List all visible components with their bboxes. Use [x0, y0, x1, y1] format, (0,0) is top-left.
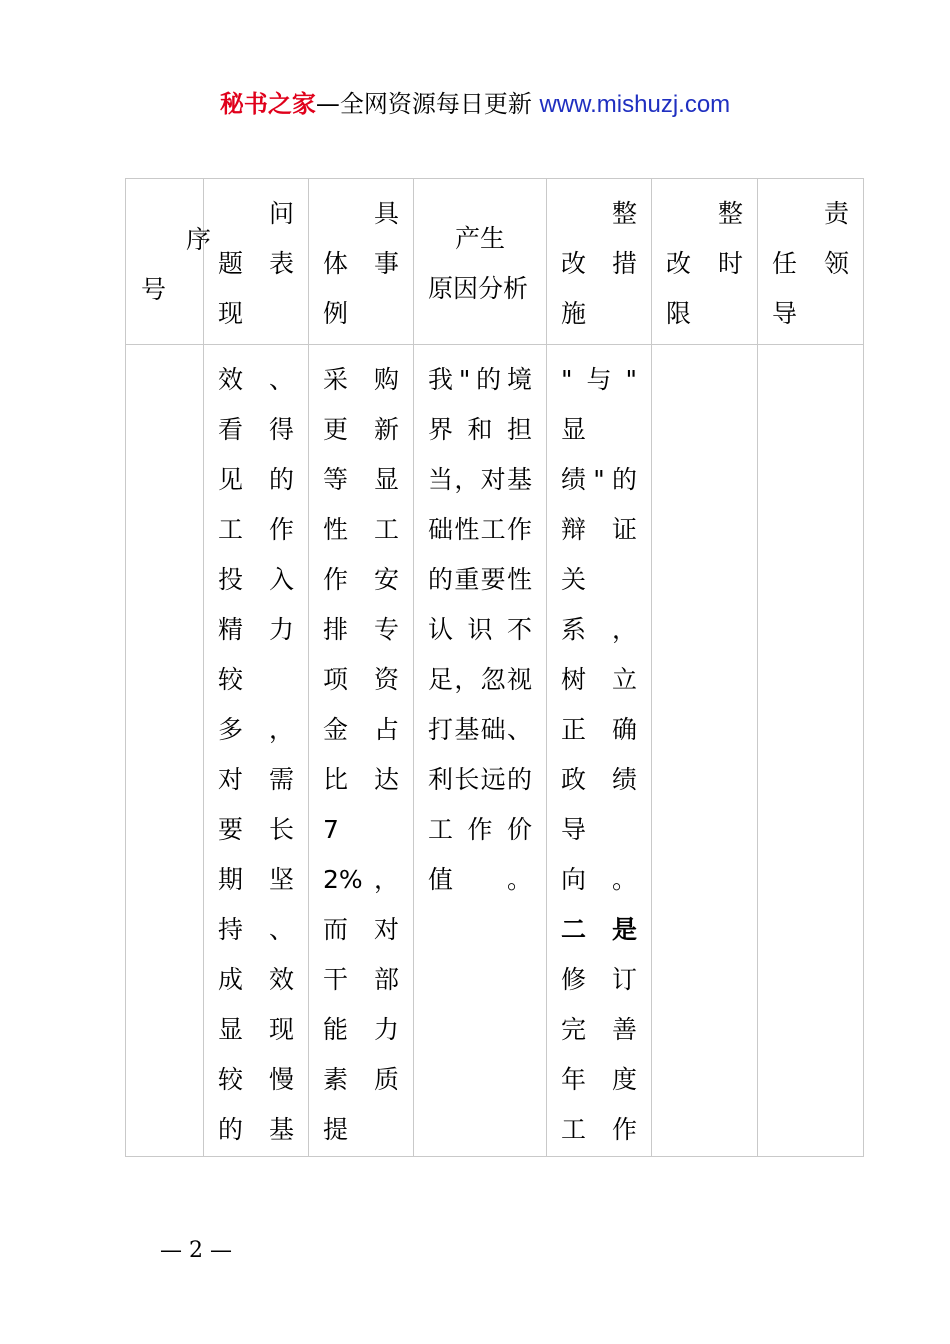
cell-text-line: 树立 — [561, 665, 637, 694]
table-row — [126, 345, 864, 1157]
header-seq-line: 序 — [186, 225, 212, 254]
cell-text-line: 排专 — [323, 615, 399, 644]
cell-text-line: 要长 — [218, 815, 294, 844]
cell-text-line: 改时 — [666, 249, 743, 278]
cell-text-line: 我"的境 — [428, 365, 532, 394]
cell-problem — [204, 345, 309, 1157]
cell-text-line: 整 — [717, 199, 743, 228]
cell-text-line: 显 — [561, 415, 587, 444]
header-measures — [547, 179, 652, 345]
header-seq — [126, 179, 212, 345]
cell-text-line: 项资 — [323, 665, 399, 694]
cell-text-line: 投入 — [218, 565, 294, 594]
cell-text-line: 能力 — [323, 1015, 399, 1044]
cell-text-line: 体事 — [323, 249, 399, 278]
table-header-row — [126, 179, 864, 345]
page-number: — 2 — — [160, 1238, 232, 1263]
banner-slogan: —全网资源每日更新 — [315, 90, 532, 118]
cell-text-line: 限 — [666, 299, 692, 328]
cell-text-line: 绩"的 — [561, 465, 637, 494]
cell-text-line: 值。 — [428, 865, 532, 894]
cell-text-line: 关 — [561, 565, 587, 594]
cell-text-line: 现 — [218, 299, 244, 328]
cell-text-line: 打基础、 — [428, 715, 532, 744]
cell-text-line: 作安 — [323, 565, 399, 594]
header-seq-line: 号 — [141, 275, 167, 304]
site-url[interactable]: www.mishuzj.com — [539, 91, 731, 118]
header-leader — [758, 179, 864, 345]
cell-text-line: 多， — [218, 715, 294, 744]
cell-text-line: 例 — [323, 299, 349, 328]
cell-text-line: 工作 — [561, 1115, 637, 1144]
cell-text-line: "与" — [561, 365, 637, 394]
cell-text-line: 认识不 — [428, 615, 532, 644]
site-banner — [0, 86, 950, 123]
cell-text-line: 比达 — [323, 765, 399, 794]
cell-text-line: 原因分析 — [428, 274, 529, 303]
cell-text-line: 较 — [218, 665, 244, 694]
cell-text-line: 工作价 — [428, 815, 532, 844]
cell-text-line: 的重要性 — [428, 565, 532, 594]
cell-text-line: 7 — [323, 815, 339, 844]
cell-text-line: 2%， — [323, 865, 399, 894]
cell-leader — [758, 345, 864, 1157]
brand-name: 秘书之家 — [219, 90, 316, 118]
cell-text-line: 施 — [561, 299, 587, 328]
cell-text-line: 更新 — [323, 415, 399, 444]
cell-text-line: 看得 — [218, 415, 294, 444]
cell-text-line: 等显 — [323, 465, 399, 494]
rectification-table — [125, 178, 864, 1157]
cell-text-line: 问 — [268, 199, 294, 228]
cell-seq — [126, 345, 204, 1157]
header-examples — [309, 179, 414, 345]
cell-text-line: 而对 — [323, 915, 399, 944]
cell-text-line: 础性工作 — [428, 515, 532, 544]
cell-text-line: 政绩 — [561, 765, 637, 794]
cell-text-line: 的基 — [218, 1115, 294, 1144]
cell-text-line: 提 — [323, 1115, 349, 1144]
header-problem — [204, 179, 309, 345]
cell-text-line: 二是 — [561, 915, 637, 944]
cell-text-line: 导 — [772, 299, 798, 328]
cell-text-line: 足，忽视 — [428, 665, 532, 694]
cell-text-line: 改措 — [561, 249, 637, 278]
cell-text-line: 利长远的 — [428, 765, 532, 794]
cell-text-line: 具 — [373, 199, 399, 228]
cell-deadline — [652, 345, 758, 1157]
cell-text-line: 导 — [561, 815, 587, 844]
cell-text-line: 较慢 — [218, 1065, 294, 1094]
cell-text-line: 金占 — [323, 715, 399, 744]
cell-text-line: 产生 — [454, 224, 505, 253]
cell-text-line: 显现 — [218, 1015, 294, 1044]
cell-text-line: 整 — [611, 199, 637, 228]
cell-text-line: 精力 — [218, 615, 294, 644]
cell-text-line: 见的 — [218, 465, 294, 494]
cell-text-line: 期坚 — [218, 865, 294, 894]
cell-text-line: 持、 — [218, 915, 294, 944]
cell-text-line: 采购 — [323, 365, 399, 394]
cell-text-line: 年度 — [561, 1065, 637, 1094]
cell-text-line: 完善 — [561, 1015, 637, 1044]
cell-examples — [309, 345, 414, 1157]
cell-text-line: 责 — [823, 199, 849, 228]
cell-text-line: 正确 — [561, 715, 637, 744]
cell-text-line: 工作 — [218, 515, 294, 544]
cell-text-line: 向。 — [561, 865, 637, 894]
header-cause — [414, 179, 547, 345]
cell-text-line: 成效 — [218, 965, 294, 994]
cell-text-line: 当，对基 — [428, 465, 532, 494]
cell-cause — [414, 345, 547, 1157]
header-deadline — [652, 179, 758, 345]
cell-text-line: 系， — [561, 615, 637, 644]
cell-text-line: 对需 — [218, 765, 294, 794]
cell-text-line: 辩证 — [561, 515, 637, 544]
cell-text-line: 效、 — [218, 365, 294, 394]
cell-text-line: 素质 — [323, 1065, 399, 1094]
cell-text-line: 任领 — [772, 249, 849, 278]
cell-text-line: 题表 — [218, 249, 294, 278]
cell-text-line: 界和担 — [428, 415, 532, 444]
cell-measures — [547, 345, 652, 1157]
cell-text-line: 修订 — [561, 965, 637, 994]
cell-text-line: 性工 — [323, 515, 399, 544]
cell-text-line: 干部 — [323, 965, 399, 994]
